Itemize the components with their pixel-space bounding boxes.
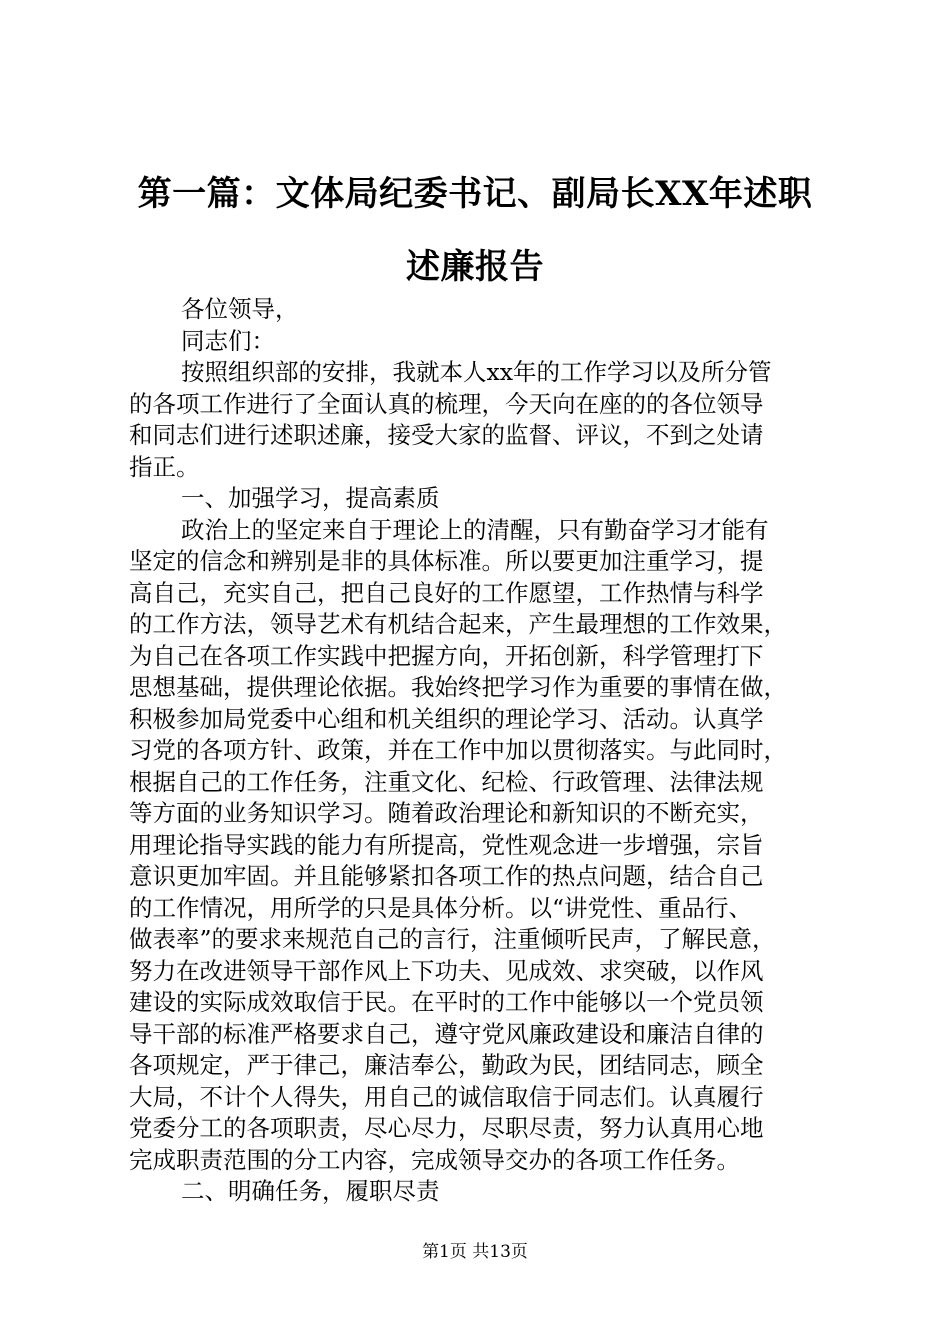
text-line: 思想基础，提供理论依据。我始终把学习作为重要的事情在做， [129,673,787,701]
text-line: 大局，不计个人得失，用自己的诚信取信于同志们。认真履行 [129,1082,764,1111]
text-line: 二、明确任务，履职尽责 [181,1177,440,1205]
page-footer: 第1页 共13页 [422,1242,528,1262]
text-line: 的工作情况，用所学的只是具体分析。以“讲党性、重品行、 [129,893,753,922]
text-line: 完成职责范围的分工内容，完成领导交办的各项工作任务。 [129,1145,740,1174]
text-line: 等方面的业务知识学习。随着政治理论和新知识的不断充实， [129,799,764,827]
text-line: 的各项工作进行了全面认真的梳理，今天向在座的的各位领导 [129,389,764,418]
text-line: 根据自己的工作任务，注重文化、纪检、行政管理、法律法规 [129,767,764,796]
text-line: 各项规定，严于律己，廉洁奉公，勤政为民，团结同志，顾全 [129,1051,764,1079]
text-line: 意识更加牢固。并且能够紧扣各项工作的热点问题，结合自己 [129,862,764,890]
text-line: 用理论指导实践的能力有所提高，党性观念进一步增强，宗旨 [129,830,764,859]
text-line: 按照组织部的安排，我就本人xx年的工作学习以及所分管 [181,358,772,386]
text-line: 努力在改进领导干部作风上下功夫、见成效、求突破，以作风 [129,956,764,985]
text-line: 各位领导， [181,295,299,323]
document-title [90,158,860,304]
text-line: 为自己在各项工作实践中把握方向，开拓创新，科学管理打下 [129,641,764,670]
text-line: 政治上的坚定来自于理论上的清醒，只有勤奋学习才能有 [181,515,769,544]
text-line: 建设的实际成效取信于民。在平时的工作中能够以一个党员领 [129,988,764,1016]
title-line-2: 述廉报告 [406,247,544,287]
text-line: 指正。 [129,452,200,481]
text-line: 坚定的信念和辨别是非的具体标准。所以要更加注重学习，提 [129,547,764,575]
text-line: 高自己，充实自己，把自己良好的工作愿望，工作热情与科学 [129,578,764,607]
text-line: 习党的各项方针、政策，并在工作中加以贯彻落实。与此同时， [129,736,787,764]
text-line: 积极参加局党委中心组和机关组织的理论学习、活动。认真学 [129,704,764,733]
text-line: 导干部的标准严格要求自己，遵守党风廉政建设和廉洁自律的 [129,1019,764,1048]
text-line: 同志们： [181,326,275,355]
text-line: 做表率”的要求来规范自己的言行，注重倾听民声，了解民意， [129,925,776,953]
text-line: 一、加强学习，提高素质 [181,484,440,512]
text-line: 的工作方法，领导艺术有机结合起来，产生最理想的工作效果， [129,610,787,638]
title-line-1: 第一篇：文体局纪委书记、副局长XX年述职 [137,174,813,214]
text-line: 党委分工的各项职责，尽心尽力，尽职尽责，努力认真用心地 [129,1114,764,1142]
document-body [129,294,839,1208]
text-line: 和同志们进行述职述廉，接受大家的监督、评议，不到之处请 [129,421,764,449]
